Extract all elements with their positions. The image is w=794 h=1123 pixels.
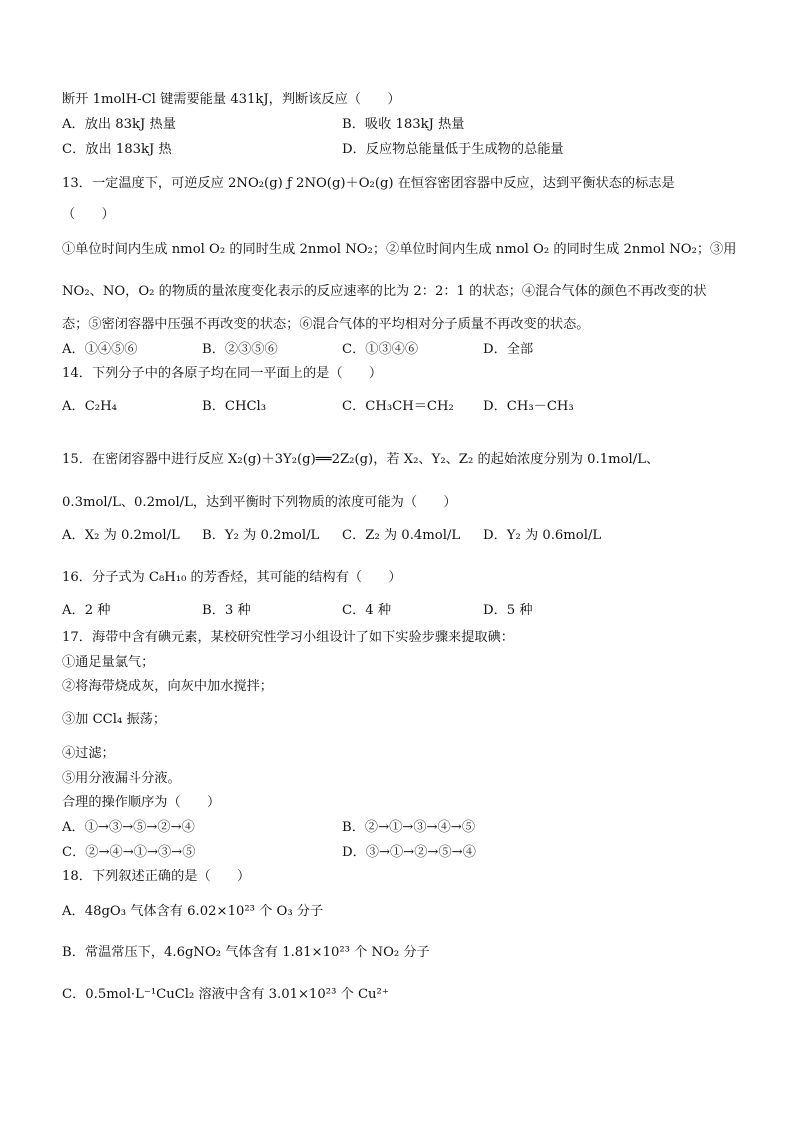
q18-option-b[interactable]: B．常温常压下，4.6gNO₂ 气体含有 1.81×10²³ 个 NO₂ 分子 — [62, 945, 430, 960]
q17-option-d[interactable]: D．③→①→②→⑤→④ — [342, 845, 476, 860]
q14-option-c[interactable]: C．CH₃CH＝CH₂ — [342, 399, 454, 414]
q16-option-d[interactable]: D．5 种 — [483, 603, 533, 618]
q15-option-b[interactable]: B．Y₂ 为 0.2mol/L — [202, 528, 320, 543]
q12-option-a[interactable]: A．放出 83kJ 热量 — [62, 117, 176, 132]
q17-question: 合理的操作顺序为（ ） — [62, 795, 221, 810]
q16-option-c[interactable]: C．4 种 — [342, 603, 392, 618]
q17-step-3: ③加 CCl₄ 振荡； — [62, 712, 167, 727]
q13-option-c[interactable]: C．①③④⑥ — [342, 342, 419, 357]
q15-option-d[interactable]: D．Y₂ 为 0.6mol/L — [483, 528, 602, 543]
q18-option-a[interactable]: A．48gO₃ 气体含有 6.02×10²³ 个 O₃ 分子 — [62, 904, 324, 919]
q14-stem: 14．下列分子中的各原子均在同一平面上的是（ ） — [62, 366, 383, 381]
q17-option-b[interactable]: B．②→①→③→④→⑤ — [342, 820, 476, 835]
q13-option-b[interactable]: B．②③⑤⑥ — [202, 342, 278, 357]
q15-option-c[interactable]: C．Z₂ 为 0.4mol/L — [342, 528, 461, 543]
q18-option-c[interactable]: C．0.5mol·L⁻¹CuCl₂ 溶液中含有 3.01×10²³ 个 Cu²⁺ — [62, 987, 389, 1002]
q13-option-d[interactable]: D．全部 — [483, 342, 534, 357]
q13-line1: 13．一定温度下，可逆反应 2NO₂(g) ƒ 2NO(g)＋O₂(g) 在恒容密团容器中反应，达到平衡状态的标志是 — [62, 176, 675, 191]
q16-option-a[interactable]: A．2 种 — [62, 603, 111, 618]
q12-stem: 断开 1molH-Cl 键需要能量 431kJ，判断该反应（ ） — [62, 92, 401, 107]
q17-stem: 17．海带中含有碘元素，某校研究性学习小组设计了如下实验步骤来提取碘： — [62, 630, 514, 645]
q17-step-5: ⑤用分液漏斗分液。 — [62, 771, 181, 786]
q13-line2: （ ） — [62, 207, 115, 222]
q12-option-b[interactable]: B．吸收 183kJ 热量 — [342, 117, 465, 132]
q14-option-a[interactable]: A．C₂H₄ — [62, 399, 117, 414]
q17-step-2: ②将海带烧成灰，向灰中加水搅拌； — [62, 679, 273, 694]
q13-option-a[interactable]: A．①④⑤⑥ — [62, 342, 138, 357]
q13-line4: NO₂、NO，O₂ 的物质的量浓度变化表示的反应速率的比为 2：2：1 的状态；④混合气体的颜色不再改变的状 — [62, 284, 707, 299]
q16-stem: 16．分子式为 C₈H₁₀ 的芳香烃，其可能的结构有（ ） — [62, 570, 402, 585]
q17-step-1: ①通足量氯气； — [62, 655, 155, 670]
q17-option-c[interactable]: C．②→④→①→③→⑤ — [62, 845, 196, 860]
q13-line5: 态；⑤密闭容器中压强不再改变的状态；⑥混合气体的平均相对分子质量不再改变的状态。 — [62, 317, 590, 332]
q14-option-d[interactable]: D．CH₃－CH₃ — [483, 399, 574, 414]
q14-option-b[interactable]: B．CHCl₃ — [202, 399, 267, 414]
q17-option-a[interactable]: A．①→③→⑤→②→④ — [62, 820, 195, 835]
q18-stem: 18．下列叙述正确的是（ ） — [62, 869, 251, 884]
q12-option-c[interactable]: C．放出 183kJ 热 — [62, 142, 172, 157]
q13-line3: ①单位时间内生成 nmol O₂ 的同时生成 2nmol NO₂；②单位时间内生成 nmol O₂ 的同时生成 2nmol NO₂；③用 — [62, 242, 737, 257]
q12-option-d[interactable]: D．反应物总能量低于生成物的总能量 — [342, 142, 564, 157]
q15-option-a[interactable]: A．X₂ 为 0.2mol/L — [62, 528, 180, 543]
q15-line2: 0.3mol/L、0.2mol/L，达到平衡时下列物质的浓度可能为（ ） — [62, 495, 457, 510]
q16-option-b[interactable]: B．3 种 — [202, 603, 251, 618]
q15-line1: 15．在密闭容器中进行反应 X₂(g)＋3Y₂(g)══2Z₂(g)，若 X₂、Y₂、Z₂ 的起始浓度分别为 0.1mol/L、 — [62, 452, 660, 467]
q17-step-4: ④过滤； — [62, 746, 115, 761]
